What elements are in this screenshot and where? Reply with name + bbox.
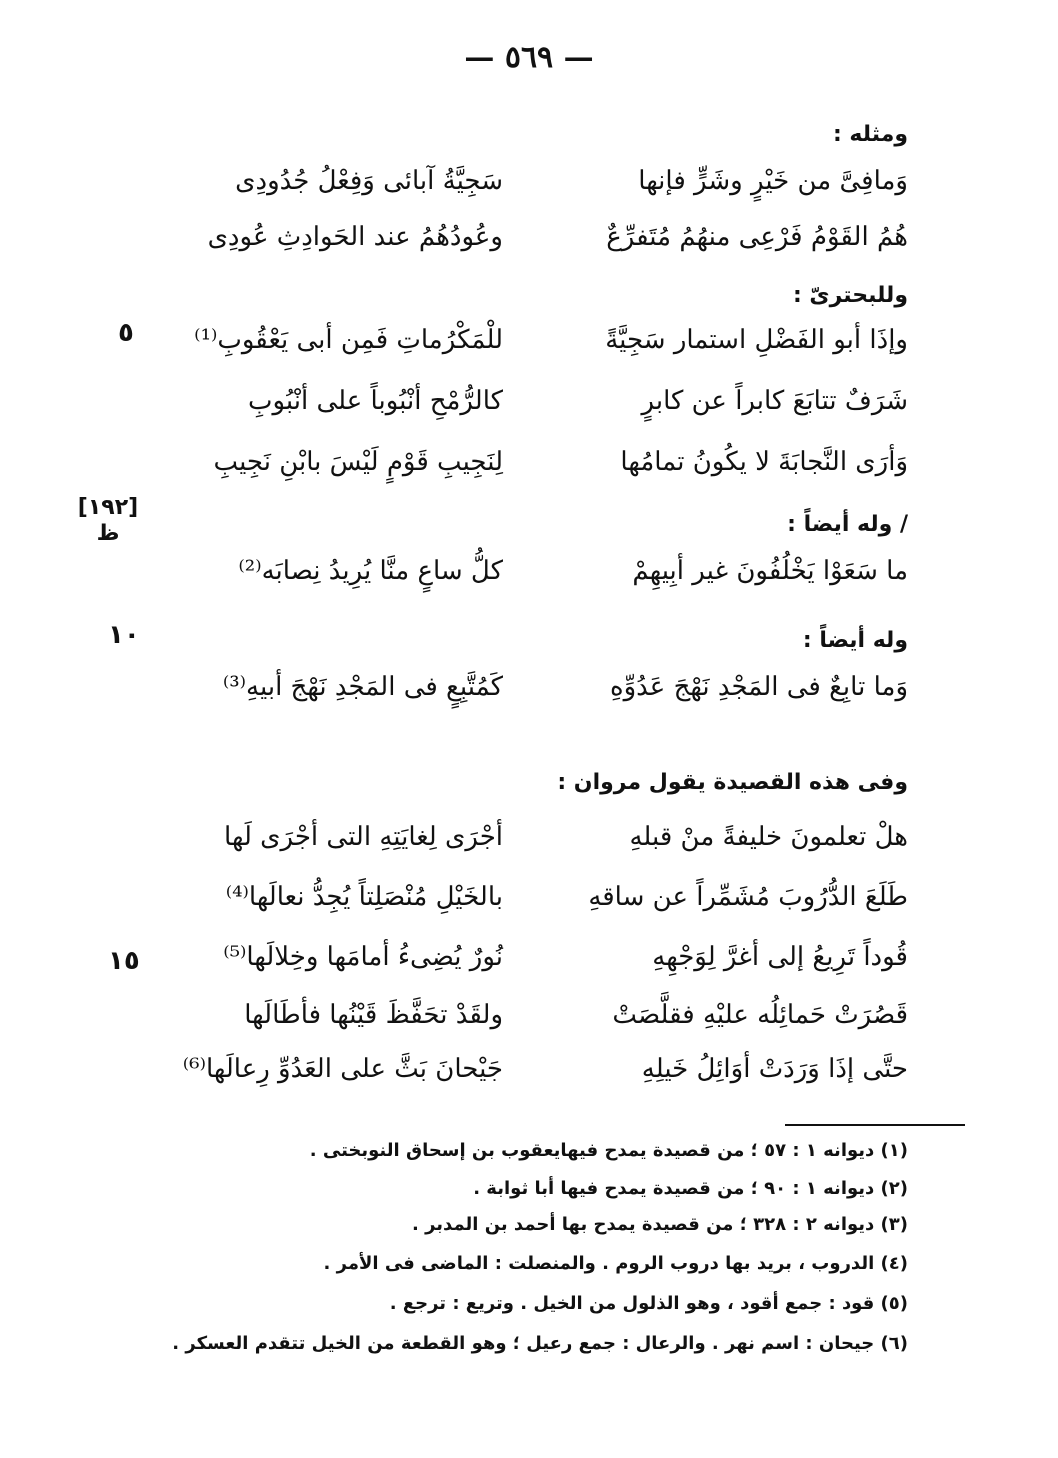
footnote: (٢) ديوانه ١ : ٩٠ ؛ من قصيدة يمدح فيها أبا ثوابة .: [473, 1178, 908, 1199]
section-heading: وفى هذه القصيدة يقول مروان :: [557, 770, 908, 795]
verse-line: [0, 942, 1058, 988]
verse-first-hemistich: قَصُرَتْ حَمائِلُه عليْهِ فقلَّصَتْ: [612, 1000, 908, 1030]
verse-first-hemistich: وَأرَى النَّجابَةَ لا يكُونُ تمامُها: [620, 447, 908, 477]
verse-second-hemistich: بالخَيْلِ مُنْصَلِتاً يُجِدُّ نعالَها⁽⁴⁾: [225, 882, 503, 912]
verse-first-hemistich: وإذَا أبو الفَضْلِ استمار سَجِيَّةً: [605, 325, 908, 355]
verse-line: [0, 1054, 1058, 1100]
line-number-margin: ٥: [118, 318, 134, 348]
verse-line: [0, 556, 1058, 602]
verse-line: [0, 447, 1058, 493]
section-heading: / وله أيضاً :: [787, 512, 908, 537]
verse-first-hemistich: هُمُ القَوْمُ فَرْعِى منهُمُ مُتَفرِّعٌ: [606, 222, 908, 252]
line-number-margin: ١٠: [108, 620, 140, 650]
verse-line: [0, 672, 1058, 718]
verse-second-hemistich: أجْرَى لِغايَتِهِ التى أجْرَى لَها: [224, 822, 503, 852]
verse-line: [0, 882, 1058, 928]
verse-first-hemistich: وَمافِىَّ من خَيْرٍ وشَرٍّ فإنها: [638, 166, 908, 196]
verse-second-hemistich: للْمَكْرُماتِ فَمِن أبى يَعْقُوبِ⁽¹⁾: [194, 325, 503, 355]
footnote: (١) ديوانه ١ : ٥٧ ؛ من قصيدة يمدح فيهايعقوب بن إسحاق النوبختى .: [309, 1140, 908, 1161]
footnote: (٣) ديوانه ٢ : ٣٢٨ ؛ من قصيدة يمدح بها أحمد بن المدبر .: [411, 1214, 908, 1235]
verse-first-hemistich: شَرَفٌ تتابَعَ كابراً عن كابرٍ: [641, 386, 908, 416]
line-number-margin: ١٥: [108, 946, 140, 976]
folio-side: ظ: [96, 521, 120, 546]
page-number: — ٥٦٩ —: [464, 40, 594, 75]
verse-first-hemistich: ما سَعَوْا يَخْلُفُونَ غير أبِيهِمْ: [632, 556, 908, 586]
footnote-divider: [785, 1124, 965, 1126]
verse-second-hemistich: سَجِيَّةُ آبائى وَفِعْلُ جُدُودِى: [235, 166, 503, 196]
verse-second-hemistich: لِنَجِيبِ قَوْمٍ لَيْسَ بابْنِ نَجِيبِ: [213, 447, 503, 477]
verse-second-hemistich: ولقَدْ تحَفَّظَ قَيْنُها فأطَالَها: [244, 1000, 503, 1030]
verse-second-hemistich: وعُودُهُمُ عند الحَوادِثِ عُودِى: [207, 222, 503, 252]
footnote: (٦) جيحان : اسم نهر . والرعال : جمع رعيل ؛ وهو القطعة من الخيل تتقدم العسكر .: [172, 1333, 908, 1354]
verse-line: [0, 222, 1058, 268]
verse-second-hemistich: كَمُتَّبِعٍ فى المَجْدِ نَهْجَ أبيهِ⁽³⁾: [222, 672, 503, 702]
verse-first-hemistich: طَلَعَ الدُّرُوبَ مُشَمِّراً عن ساقهِ: [588, 882, 908, 912]
verse-line: [0, 1000, 1058, 1046]
verse-first-hemistich: وَما تابِعٌ فى المَجْدِ نَهْجَ عَدُوِّهِ: [609, 672, 908, 702]
verse-line: [0, 386, 1058, 432]
verse-first-hemistich: قُوداً تَرِيعُ إلى أغرَّ لِوَجْهِهِ: [652, 942, 908, 972]
folio-marker: [68, 495, 148, 547]
footnote: (٥) قود : جمع أقود ، وهو الذلول من الخيل . وتريع : ترجع .: [389, 1293, 908, 1314]
section-heading: وله أيضاً :: [802, 628, 908, 653]
section-heading: وللبحترىّ :: [792, 283, 908, 308]
verse-second-hemistich: جَيْحانَ بَثَّ على العَدُوِّ رِعالَها⁽⁶⁾: [182, 1054, 503, 1084]
verse-line: [0, 822, 1058, 868]
verse-second-hemistich: نُورٌ يُضِىءُ أمامَها وخِلالَها⁽⁵⁾: [223, 942, 503, 972]
verse-line: [0, 325, 1058, 371]
verse-second-hemistich: كالرُّمْحِ أنْبُوباً على أنْبُوبِ: [248, 386, 503, 416]
folio-number: [١٩٢]: [77, 495, 139, 520]
verse-line: [0, 166, 1058, 212]
verse-second-hemistich: كلُّ ساعٍ منَّا يُرِيدُ نِصابَه⁽²⁾: [238, 556, 503, 586]
footnote: (٤) الدروب ، بريد بها دروب الروم . والمنصلت : الماضى فى الأمر .: [323, 1253, 908, 1274]
verse-first-hemistich: حتَّى إذَا وَرَدَتْ أوَائِلُ خَيلِهِ: [641, 1054, 908, 1084]
section-heading: ومثله :: [832, 122, 908, 147]
verse-first-hemistich: هلْ تعلمونَ خليفةً منْ قبلهِ: [629, 822, 908, 852]
